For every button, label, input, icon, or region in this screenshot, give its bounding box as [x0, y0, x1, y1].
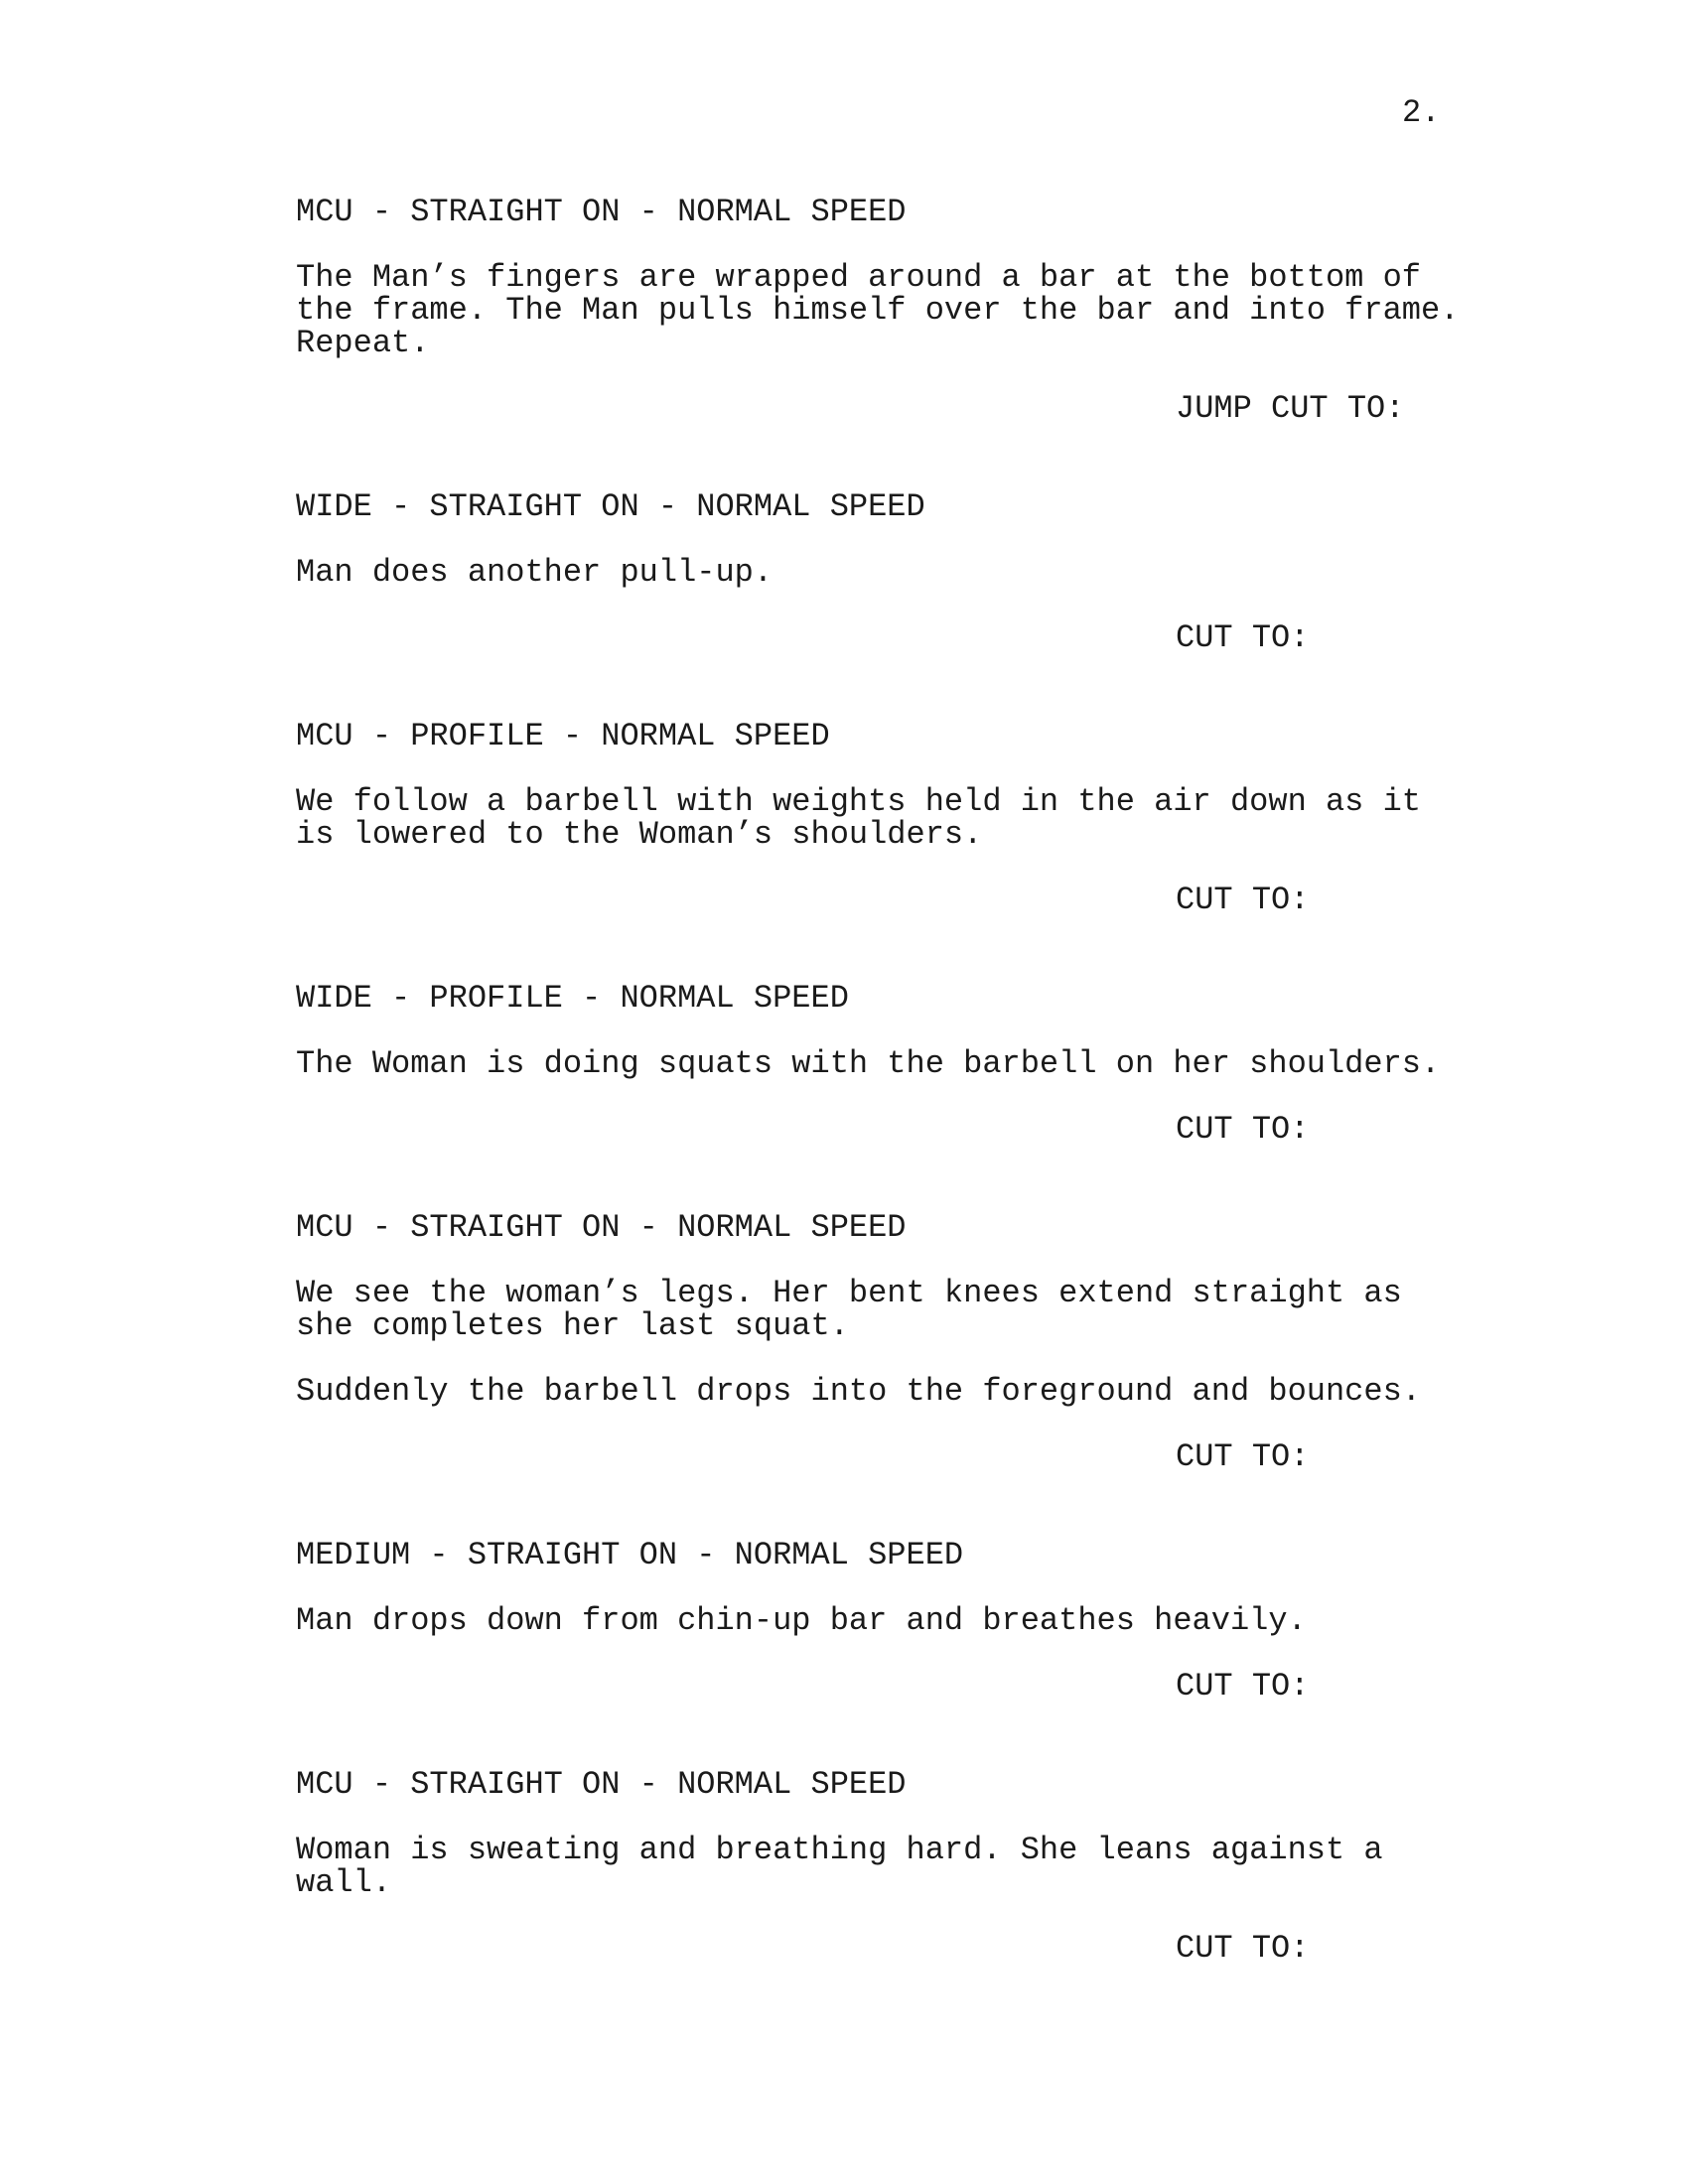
shot-heading: MCU - STRAIGHT ON - NORMAL SPEED	[296, 1209, 907, 1246]
shot-heading: MCU - PROFILE - NORMAL SPEED	[296, 718, 830, 754]
page-number: 2.	[1402, 94, 1441, 131]
shot-block	[296, 1539, 1487, 1703]
script-body	[296, 196, 1487, 1965]
transition-text: CUT TO:	[1176, 1930, 1310, 1967]
action-text: The Man’s fingers are wrapped around a bar at the bottom of the frame. The Man pulls himself over the bar and into frame. Repeat.	[296, 259, 1460, 361]
shot-heading: WIDE - PROFILE - NORMAL SPEED	[296, 980, 849, 1017]
shot-block	[296, 1211, 1487, 1473]
shot-block	[296, 1768, 1487, 1965]
action-text: The Woman is doing squats with the barbell on her shoulders.	[296, 1045, 1441, 1082]
transition-text: CUT TO:	[1176, 1668, 1310, 1705]
shot-heading: MCU - STRAIGHT ON - NORMAL SPEED	[296, 194, 907, 230]
shot-heading: WIDE - STRAIGHT ON - NORMAL SPEED	[296, 488, 925, 525]
shot-heading: MCU - STRAIGHT ON - NORMAL SPEED	[296, 1766, 907, 1803]
shot-block	[296, 982, 1487, 1146]
action-text: Man does another pull-up.	[296, 554, 774, 591]
transition-text: CUT TO:	[1176, 882, 1310, 918]
action-text: Man drops down from chin-up bar and breathes heavily.	[296, 1602, 1307, 1639]
action-text: We follow a barbell with weights held in the air down as it is lowered to the Woman’s shoulders.	[296, 783, 1421, 853]
action-text: We see the woman’s legs. Her bent knees extend straight as she completes her last squat.	[296, 1275, 1402, 1344]
shot-block	[296, 490, 1487, 654]
transition-text: CUT TO:	[1176, 1111, 1310, 1148]
shot-heading: MEDIUM - STRAIGHT ON - NORMAL SPEED	[296, 1537, 964, 1573]
action-text: Suddenly the barbell drops into the foreground and bounces.	[296, 1373, 1421, 1410]
shot-block	[296, 196, 1487, 425]
transition-text: CUT TO:	[1176, 1438, 1310, 1475]
shot-block	[296, 720, 1487, 916]
action-text: Woman is sweating and breathing hard. She leans against a wall.	[296, 1832, 1383, 1901]
transition-text: CUT TO:	[1176, 619, 1310, 656]
transition-text: JUMP CUT TO:	[1176, 390, 1405, 427]
